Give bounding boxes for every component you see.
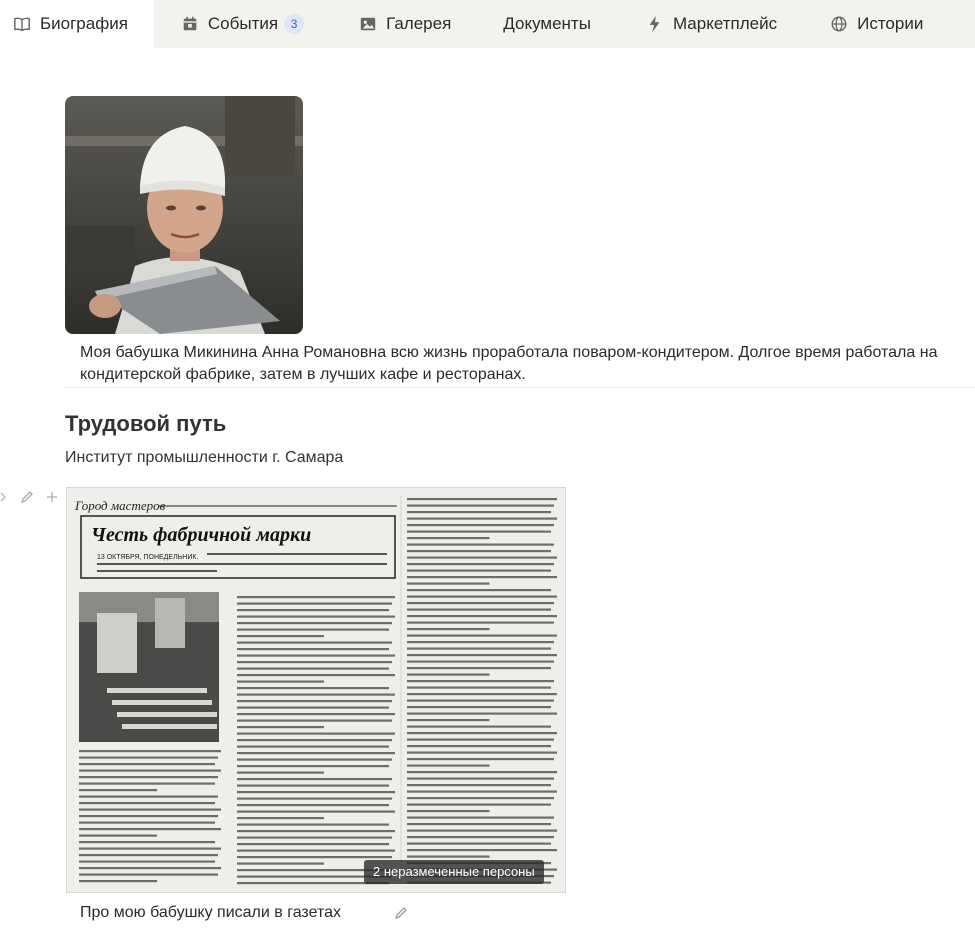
tab-label: Маркетплейс: [672, 14, 778, 33]
tab-label: Документы: [503, 14, 591, 33]
globe-icon: [829, 14, 849, 34]
block-tools: [0, 490, 58, 504]
tab-bar: [0, 0, 975, 48]
career-section-title: Трудовой путь: [65, 411, 227, 436]
untagged-persons-badge[interactable]: 2 неразмеченные персоны: [364, 860, 544, 884]
tab-documents[interactable]: [477, 0, 617, 48]
events-count-badge: 3: [284, 14, 304, 34]
clipping-rubric: Город мастеров: [75, 498, 166, 513]
tab-label: Галерея: [386, 14, 452, 33]
tab-biography[interactable]: [0, 0, 154, 48]
newspaper-clipping-image[interactable]: [66, 487, 566, 893]
chevron-right-icon[interactable]: [0, 491, 8, 503]
section-divider: [65, 387, 975, 388]
tab-label: Биография: [40, 14, 128, 33]
plus-icon[interactable]: [46, 491, 58, 503]
book-icon: [12, 14, 32, 34]
calendar-icon: [180, 14, 200, 34]
clipping-caption[interactable]: Про мою бабушку писали в газетах: [80, 904, 341, 921]
pencil-icon[interactable]: [20, 490, 34, 504]
tab-gallery[interactable]: [330, 0, 477, 48]
biography-text[interactable]: Моя бабушка Микинина Анна Романовна всю жизнь проработала поваром-кондитером. Долгое время работала на кондитерской фабрике, затем в лучших кафе и ресторанах.: [80, 344, 938, 383]
clipping-date-line: 13 ОКТЯБРЯ, ПОНЕДЕЛЬНИК.: [97, 554, 199, 561]
tab-label: Истории: [857, 14, 924, 33]
pencil-icon[interactable]: [394, 906, 408, 920]
lightning-icon: [645, 14, 665, 34]
career-workplace: Институт промышленности г. Самара: [65, 449, 344, 466]
tab-events[interactable]: [154, 0, 330, 48]
tab-label: События: [207, 14, 279, 33]
tab-stories[interactable]: [803, 0, 935, 48]
clipping-headline: Честь фабричной марки: [91, 524, 312, 546]
image-icon: [358, 14, 378, 34]
tab-marketplace[interactable]: [617, 0, 803, 48]
portrait-photo[interactable]: [65, 96, 303, 334]
